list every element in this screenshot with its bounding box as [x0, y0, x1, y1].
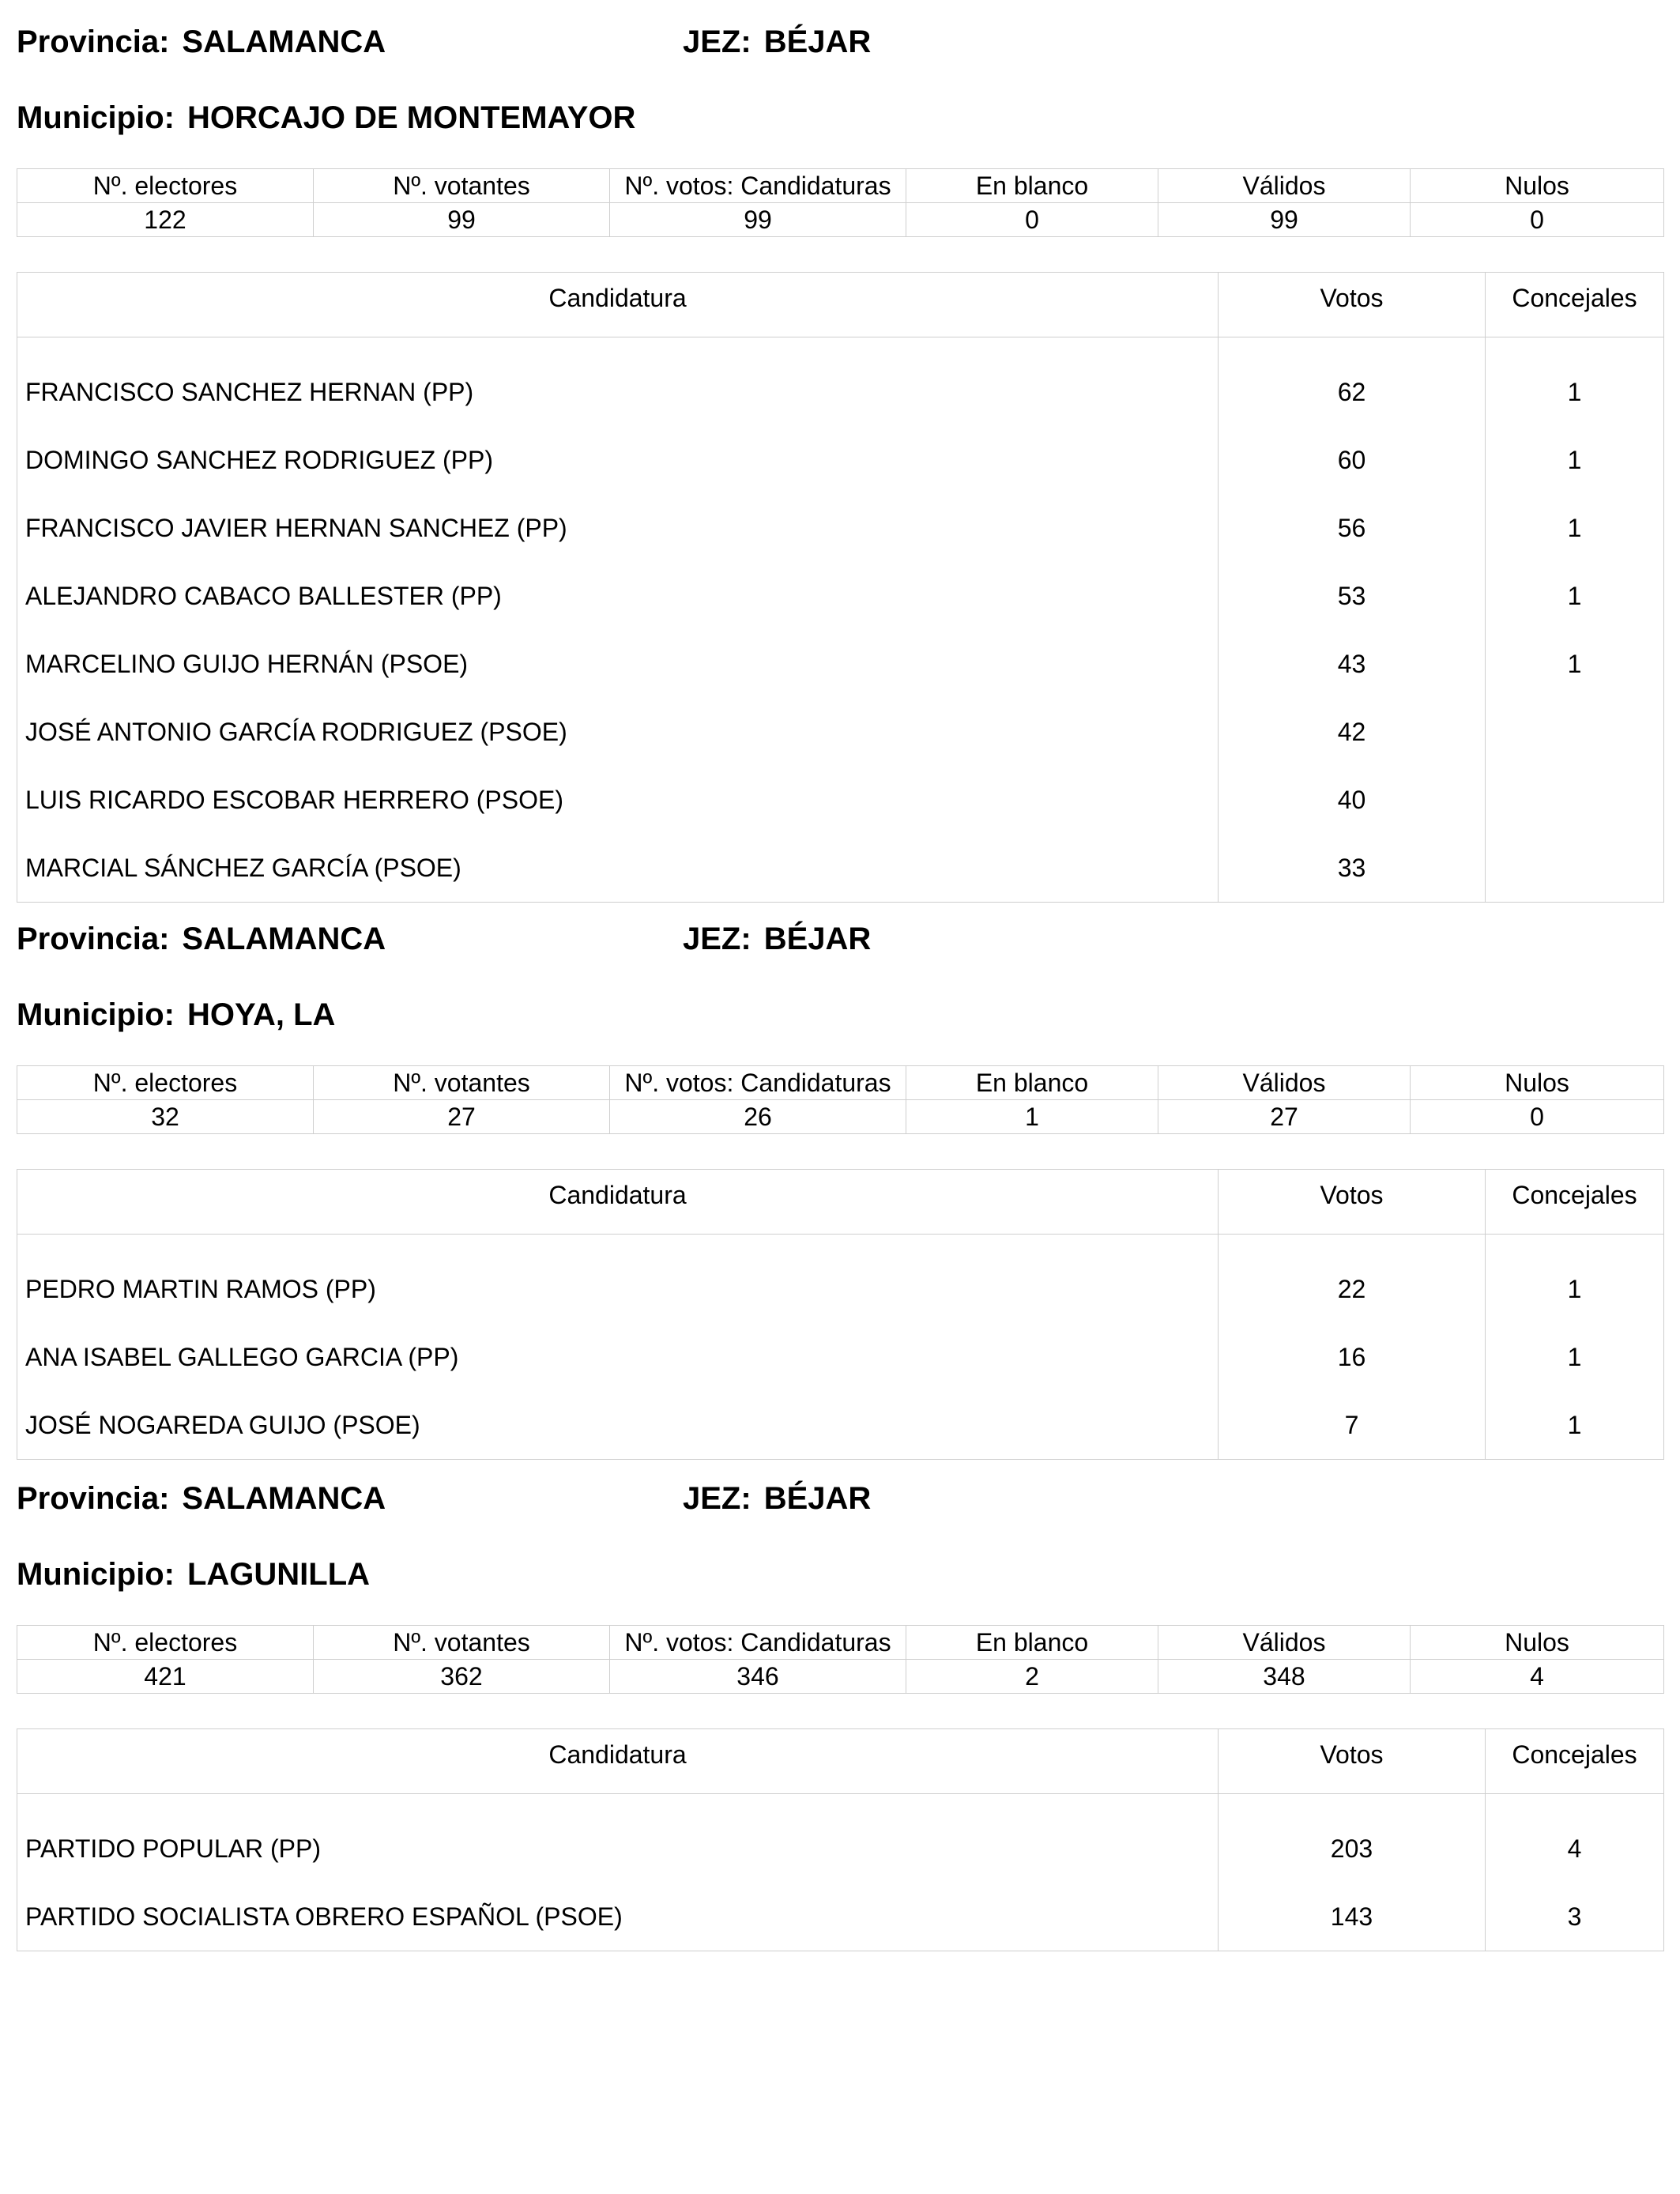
jez-value: BÉJAR — [763, 922, 872, 956]
candidate-votes: 60 — [1219, 426, 1486, 494]
stat-value: 27 — [314, 1100, 610, 1134]
candidate-name: ANA ISABEL GALLEGO GARCIA (PP) — [17, 1323, 1219, 1391]
candidate-votes: 40 — [1219, 766, 1486, 834]
table-row — [17, 426, 1664, 494]
stat-header: Nº. votantes — [314, 169, 610, 203]
stats-table — [17, 1625, 1664, 1694]
candidate-seats — [1486, 834, 1664, 903]
jez-label: JEZ: — [683, 1481, 751, 1516]
candidate-votes: 42 — [1219, 698, 1486, 766]
provincia-value: SALAMANCA — [182, 922, 386, 956]
jez-line — [683, 22, 871, 62]
candidate-name: ALEJANDRO CABACO BALLESTER (PP) — [17, 562, 1219, 630]
candidate-seats: 3 — [1486, 1883, 1664, 1951]
jez-label: JEZ: — [683, 922, 751, 956]
candidate-votes: 22 — [1219, 1235, 1486, 1324]
stat-header: En blanco — [906, 1626, 1158, 1660]
candidates-header-row — [17, 1729, 1664, 1794]
stat-value: 122 — [17, 203, 314, 237]
candidate-votes: 62 — [1219, 337, 1486, 427]
votes-column-header: Votos — [1219, 273, 1486, 337]
candidates-table — [17, 1169, 1664, 1460]
candidate-name: FRANCISCO SANCHEZ HERNAN (PP) — [17, 337, 1219, 427]
table-row — [17, 630, 1664, 698]
candidate-votes: 33 — [1219, 834, 1486, 903]
stat-header: Nulos — [1411, 1626, 1664, 1660]
candidate-votes: 43 — [1219, 630, 1486, 698]
provincia-line — [17, 919, 386, 959]
stat-value: 26 — [610, 1100, 906, 1134]
candidate-name: PARTIDO POPULAR (PP) — [17, 1794, 1219, 1883]
stat-header: En blanco — [906, 1066, 1158, 1100]
candidate-votes: 16 — [1219, 1323, 1486, 1391]
table-row — [17, 1235, 1664, 1324]
seats-column-header: Concejales — [1486, 1729, 1664, 1794]
candidate-name: JOSÉ NOGAREDA GUIJO (PSOE) — [17, 1391, 1219, 1460]
stat-header: Nº. votantes — [314, 1066, 610, 1100]
seats-column-header: Concejales — [1486, 273, 1664, 337]
votes-column-header: Votos — [1219, 1729, 1486, 1794]
stat-value: 0 — [906, 203, 1158, 237]
provincia-value: SALAMANCA — [182, 1481, 386, 1516]
stat-header: Nº. electores — [17, 1066, 314, 1100]
jez-label: JEZ: — [683, 25, 751, 59]
table-row — [17, 834, 1664, 903]
stat-value: 99 — [314, 203, 610, 237]
municipio-label: Municipio: — [17, 997, 175, 1032]
table-row — [17, 337, 1664, 427]
table-row — [17, 1391, 1664, 1460]
candidate-votes: 7 — [1219, 1391, 1486, 1460]
candidate-seats — [1486, 766, 1664, 834]
candidate-name: FRANCISCO JAVIER HERNAN SANCHEZ (PP) — [17, 494, 1219, 562]
candidate-seats: 1 — [1486, 494, 1664, 562]
jez-value: BÉJAR — [763, 25, 872, 59]
candidates-table — [17, 1728, 1664, 1951]
stat-value: 0 — [1411, 1100, 1664, 1134]
stat-value: 362 — [314, 1660, 610, 1694]
candidate-seats: 1 — [1486, 1323, 1664, 1391]
stat-value: 2 — [906, 1660, 1158, 1694]
table-row — [17, 766, 1664, 834]
stat-value: 346 — [610, 1660, 906, 1694]
jez-line — [683, 1479, 871, 1518]
stat-header: Nº. electores — [17, 169, 314, 203]
provincia-line — [17, 22, 386, 62]
stat-value: 99 — [610, 203, 906, 237]
stats-header-row — [17, 169, 1664, 203]
municipio-value: LAGUNILLA — [186, 1557, 371, 1592]
candidate-votes: 203 — [1219, 1794, 1486, 1883]
municipio-label: Municipio: — [17, 100, 175, 135]
candidate-name: JOSÉ ANTONIO GARCÍA RODRIGUEZ (PSOE) — [17, 698, 1219, 766]
stat-header: Nº. electores — [17, 1626, 314, 1660]
candidate-column-header: Candidatura — [17, 273, 1219, 337]
candidate-name: PEDRO MARTIN RAMOS (PP) — [17, 1235, 1219, 1324]
municipio-value: HORCAJO DE MONTEMAYOR — [186, 100, 636, 135]
jez-value: BÉJAR — [763, 1481, 872, 1516]
stat-header: Válidos — [1158, 1066, 1411, 1100]
stat-value: 32 — [17, 1100, 314, 1134]
candidate-seats — [1486, 698, 1664, 766]
stat-header: Nulos — [1411, 1066, 1664, 1100]
stats-header-row — [17, 1626, 1664, 1660]
candidate-seats: 4 — [1486, 1794, 1664, 1883]
provincia-value: SALAMANCA — [182, 25, 386, 59]
stat-header: En blanco — [906, 169, 1158, 203]
candidate-name: DOMINGO SANCHEZ RODRIGUEZ (PP) — [17, 426, 1219, 494]
stats-value-row — [17, 203, 1664, 237]
stat-value: 421 — [17, 1660, 314, 1694]
candidate-name: MARCELINO GUIJO HERNÁN (PSOE) — [17, 630, 1219, 698]
municipio-line — [17, 995, 335, 1035]
table-row — [17, 1323, 1664, 1391]
candidate-column-header: Candidatura — [17, 1729, 1219, 1794]
stats-table — [17, 168, 1664, 237]
candidates-table — [17, 272, 1664, 903]
candidate-name: LUIS RICARDO ESCOBAR HERRERO (PSOE) — [17, 766, 1219, 834]
candidate-seats: 1 — [1486, 1235, 1664, 1324]
stat-value: 1 — [906, 1100, 1158, 1134]
stat-value: 99 — [1158, 203, 1411, 237]
provincia-line — [17, 1479, 386, 1518]
jez-line — [683, 919, 871, 959]
candidates-header-row — [17, 1170, 1664, 1235]
candidate-seats: 1 — [1486, 426, 1664, 494]
stat-value: 27 — [1158, 1100, 1411, 1134]
votes-column-header: Votos — [1219, 1170, 1486, 1235]
municipio-line — [17, 98, 635, 138]
stat-header: Válidos — [1158, 1626, 1411, 1660]
stat-header: Nº. votos: Candidaturas — [610, 1626, 906, 1660]
table-row — [17, 1883, 1664, 1951]
candidate-seats: 1 — [1486, 1391, 1664, 1460]
stats-value-row — [17, 1100, 1664, 1134]
stat-header: Válidos — [1158, 169, 1411, 203]
table-row — [17, 698, 1664, 766]
candidate-name: MARCIAL SÁNCHEZ GARCÍA (PSOE) — [17, 834, 1219, 903]
candidate-seats: 1 — [1486, 337, 1664, 427]
stat-header: Nulos — [1411, 169, 1664, 203]
provincia-label: Provincia: — [17, 1481, 170, 1516]
stat-header: Nº. votantes — [314, 1626, 610, 1660]
stats-header-row — [17, 1066, 1664, 1100]
candidate-seats: 1 — [1486, 630, 1664, 698]
stat-header: Nº. votos: Candidaturas — [610, 169, 906, 203]
stats-value-row — [17, 1660, 1664, 1694]
candidate-name: PARTIDO SOCIALISTA OBRERO ESPAÑOL (PSOE) — [17, 1883, 1219, 1951]
seats-column-header: Concejales — [1486, 1170, 1664, 1235]
provincia-label: Provincia: — [17, 922, 170, 956]
candidate-votes: 56 — [1219, 494, 1486, 562]
municipio-value: HOYA, LA — [186, 997, 336, 1032]
candidate-seats: 1 — [1486, 562, 1664, 630]
table-row — [17, 494, 1664, 562]
candidates-header-row — [17, 273, 1664, 337]
stats-table — [17, 1065, 1664, 1134]
table-row — [17, 1794, 1664, 1883]
stat-value: 348 — [1158, 1660, 1411, 1694]
provincia-label: Provincia: — [17, 25, 170, 59]
stat-value: 4 — [1411, 1660, 1664, 1694]
municipio-line — [17, 1555, 370, 1594]
stat-value: 0 — [1411, 203, 1664, 237]
candidate-votes: 53 — [1219, 562, 1486, 630]
table-row — [17, 562, 1664, 630]
municipio-label: Municipio: — [17, 1557, 175, 1592]
stat-header: Nº. votos: Candidaturas — [610, 1066, 906, 1100]
candidate-votes: 143 — [1219, 1883, 1486, 1951]
candidate-column-header: Candidatura — [17, 1170, 1219, 1235]
